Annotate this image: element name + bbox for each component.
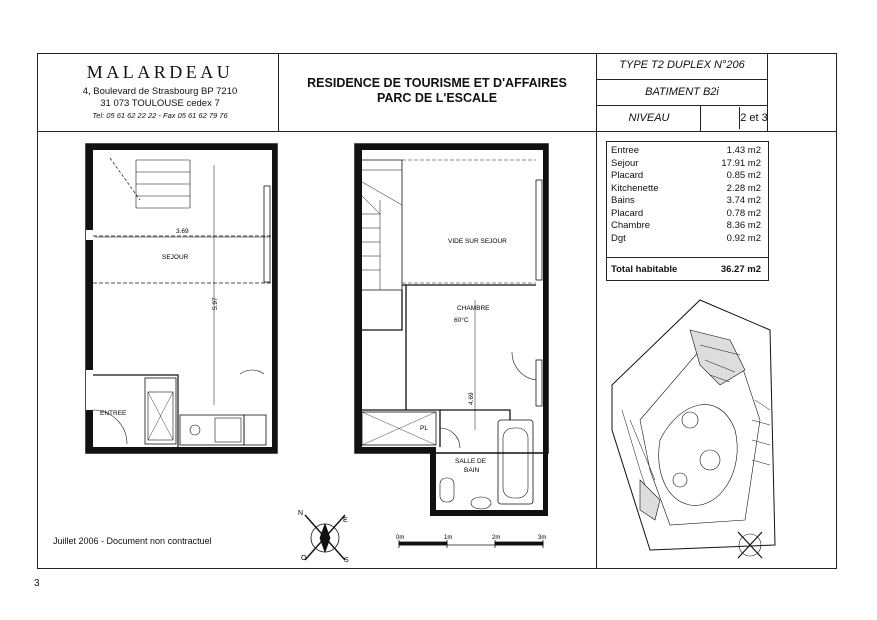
compass-s: S [344, 557, 349, 564]
compass-e: E [343, 517, 348, 524]
site-map [612, 300, 775, 558]
surface-name: Kitchenette [611, 182, 659, 194]
scale-label: 3m [538, 535, 547, 541]
level-value: 2 et 3 [740, 112, 768, 124]
room-vide: VIDE SUR SEJOUR [448, 238, 507, 245]
page-mark: 3 [34, 578, 40, 589]
level-label: NIVEAU [628, 112, 670, 124]
surface-value: 2.28 m2 [726, 182, 761, 194]
upper-level-plan [355, 144, 548, 516]
surface-name: Dgt [611, 232, 626, 244]
surface-value: 8.36 m2 [726, 220, 761, 231]
unit-building: BATIMENT B2i [645, 86, 719, 98]
surface-value: 0.92 m2 [726, 232, 761, 244]
surface-name: Sejour [611, 157, 639, 169]
room-salle-line1: SALLE DE [455, 458, 487, 465]
surface-value: 0.78 m2 [726, 207, 761, 219]
room-sejour: SEJOUR [162, 254, 189, 261]
room-salle-line2: BAIN [464, 467, 480, 474]
company-phone: Tel: 05 61 62 22 22 - Fax 05 61 62 79 76 [92, 111, 228, 120]
surface-name: Chambre [611, 220, 651, 231]
compass-rose [305, 515, 345, 560]
scale-label: 1m [444, 535, 453, 541]
surface-name: Entree [611, 145, 639, 156]
compass-n: N [298, 510, 304, 517]
scale-bar [399, 540, 543, 548]
residence-title: RESIDENCE DE TOURISME ET D'AFFAIRES [307, 76, 567, 90]
scale-label: 0m [396, 535, 405, 541]
room-chambre: CHAMBRE [457, 305, 490, 312]
footer-note: Juillet 2006 - Document non contractuel [53, 536, 212, 546]
surface-value: 3.74 m2 [726, 195, 761, 206]
surface-name: Placard [611, 170, 644, 181]
surface-total-label: Total habitable [611, 264, 678, 275]
surface-total-value: 36.27 m2 [720, 264, 761, 275]
site-map-compass-icon [738, 532, 762, 558]
surface-value: 1.43 m2 [726, 145, 761, 156]
residence-subtitle: PARC DE L'ESCALE [376, 91, 498, 105]
surface-value: 17.91 m2 [721, 157, 761, 169]
surface-name: Bains [611, 195, 635, 206]
chambre-ceiling: 60°C [454, 317, 469, 324]
company-address-line1: 4, Boulevard de Strasbourg BP 7210 [82, 86, 238, 97]
dim-bath: 4.69 [468, 392, 475, 405]
room-entree: ENTREE [100, 410, 127, 417]
dim-width: 3.69 [176, 228, 189, 235]
surface-name: Placard [611, 207, 644, 219]
room-pl: PL [420, 425, 428, 432]
company-address-line2: 31 073 TOULOUSE cedex 7 [100, 98, 220, 109]
surface-value: 0.85 m2 [726, 170, 761, 181]
lower-level-plan [86, 144, 277, 453]
company-name: MALARDEAU [86, 62, 234, 82]
compass-o: O [301, 555, 307, 562]
scale-label: 2m [492, 535, 501, 541]
dim-height: 5.97 [212, 297, 219, 310]
unit-type: TYPE T2 DUPLEX N°206 [619, 59, 745, 71]
